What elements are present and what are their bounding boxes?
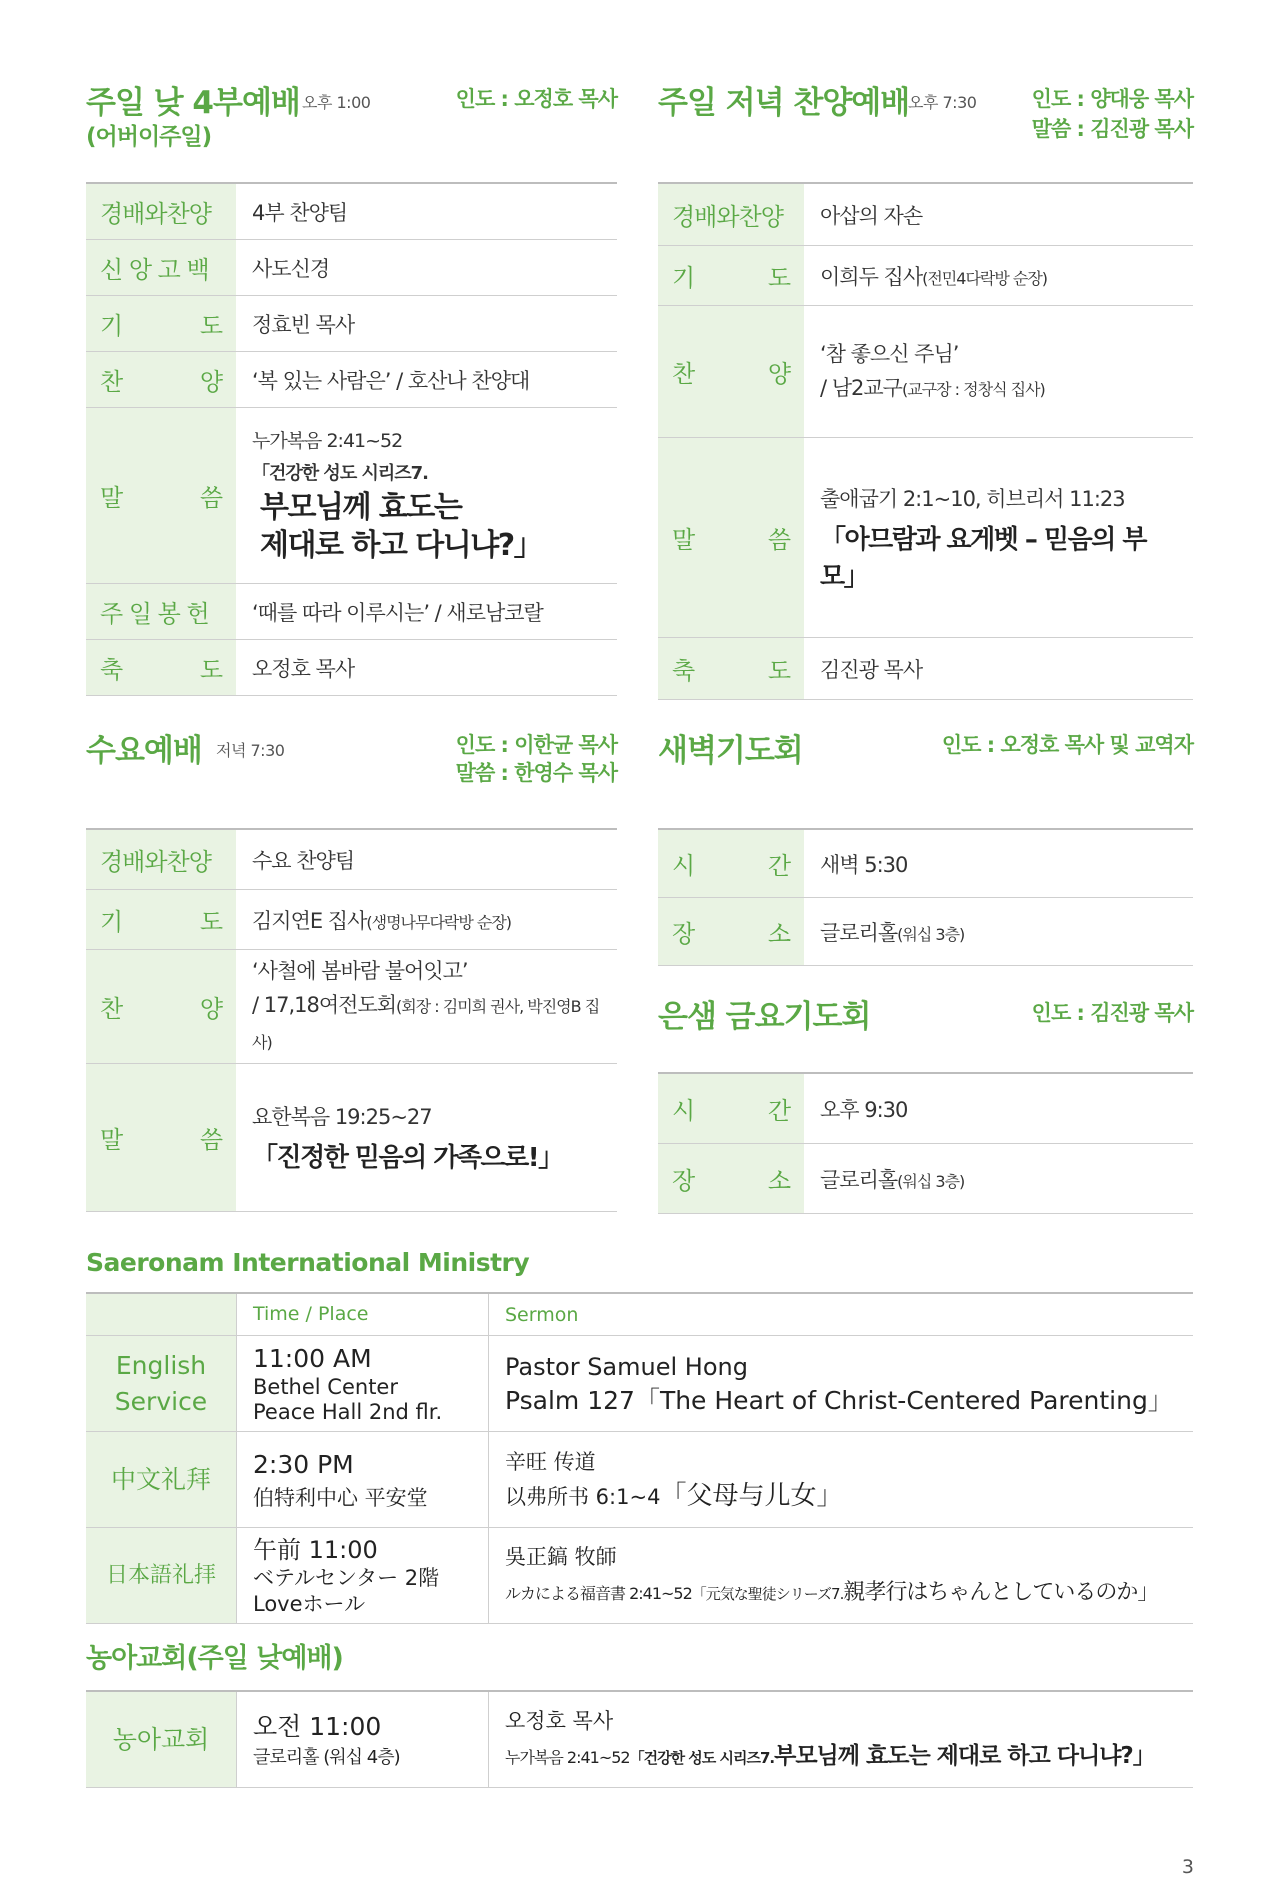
sermon-series: 「건강한 성도 시리즈7. <box>252 463 428 484</box>
row-value: 사도신경 <box>252 256 330 281</box>
row-label: 경배와찬양 <box>86 830 236 889</box>
table-row <box>658 638 1193 700</box>
table-row <box>86 1336 1193 1432</box>
intl-table <box>86 1292 1193 1624</box>
friday-table <box>658 1072 1193 1214</box>
sermon: 吳正鎬 牧師 ルカによる福音書 2:41~52「元気な聖徒シリーズ7.親孝行はちゃんとしているのか」 <box>488 1528 1193 1623</box>
table-row <box>86 240 617 296</box>
row-value: 4부 찬양팀 <box>252 200 348 225</box>
table-row <box>86 950 617 1064</box>
sermon-title: 「아므람과 요게벳 – 믿음의 부모」 <box>820 524 1146 592</box>
row-label: 찬 양 <box>658 306 804 437</box>
time-place: 午前 11:00 ベテルセンター 2階 Loveホール <box>236 1528 488 1623</box>
service-name: 日本語礼拝 <box>86 1528 236 1623</box>
table-row <box>86 184 617 240</box>
sunday-4th-time: 오후 1:00 <box>302 93 371 112</box>
sermon-title-line2: 제대로 하고 다니냐?」 <box>260 528 543 563</box>
row-label: 찬 양 <box>86 950 236 1063</box>
header-empty <box>86 1294 236 1335</box>
row-label: 장 소 <box>658 1144 804 1213</box>
page-number: 3 <box>1181 1856 1194 1878</box>
sunday-evening-time: 오후 7:30 <box>908 93 977 112</box>
row-label: 시 간 <box>658 1074 804 1143</box>
friday-title: 은샘 금요기도회 <box>658 999 871 1035</box>
service-name: 中文礼拜 <box>86 1432 236 1527</box>
row-value: ‘참 좋으신 주님’ / 남2교구(교구장 : 정창식 집사) <box>820 341 1045 400</box>
row-value: 정효빈 목사 <box>252 312 355 337</box>
row-label: 기 도 <box>658 246 804 305</box>
dawn-leader: 인도 : 오정호 목사 및 교역자 <box>941 733 1193 757</box>
table-row <box>658 830 1193 898</box>
row-value: ‘때를 따라 이루시는’ / 새로남코랄 <box>252 600 543 625</box>
sermon-cell <box>804 438 1193 637</box>
table-row <box>86 890 617 950</box>
table-row <box>86 1692 1193 1788</box>
table-row <box>658 184 1193 246</box>
row-label: 말 씀 <box>86 1064 236 1211</box>
row-label: 신 앙 고 백 <box>86 240 236 295</box>
table-row <box>86 1528 1193 1624</box>
sunday-evening-leader: 인도 : 양대웅 목사 <box>1031 87 1193 111</box>
table-row <box>658 246 1193 306</box>
row-label: 기 도 <box>86 296 236 351</box>
table-row <box>86 408 617 584</box>
row-value: 김지연E 집사(생명나무다락방 순장) <box>252 908 512 933</box>
sermon-title: 「진정한 믿음의 가족으로!」 <box>252 1143 563 1173</box>
row-label: 시 간 <box>658 830 804 897</box>
row-label: 기 도 <box>86 890 236 949</box>
row-value: 수요 찬양팀 <box>252 848 355 873</box>
row-value: 이희두 집사(전민4다락방 순장) <box>820 264 1048 289</box>
table-row <box>86 640 617 696</box>
wednesday-time: 저녁 7:30 <box>216 741 285 760</box>
table-row <box>658 898 1193 966</box>
sermon: Pastor Samuel Hong Psalm 127「The Heart of Christ-Centered Parenting」 <box>488 1336 1193 1431</box>
table-row <box>658 1074 1193 1144</box>
sunday-4th-subtitle: (어버이주일) <box>86 124 212 150</box>
header-sermon: Sermon <box>488 1294 1193 1335</box>
row-label: 장 소 <box>658 898 804 965</box>
row-value: ‘사철에 봄바람 불어잇고’ / 17,18여전도회(회장 : 김미희 권사, 박진영B 집사) <box>252 958 600 1052</box>
sermon-ref: 요한복음 19:25~27 <box>252 1105 432 1129</box>
wednesday-table <box>86 828 617 1212</box>
row-label: 찬 양 <box>86 352 236 407</box>
wednesday-title: 수요예배 <box>86 733 202 769</box>
wednesday-preacher: 말씀 : 한영수 목사 <box>455 761 617 785</box>
time-place: 오전 11:00 글로리홀 (워십 4층) <box>236 1692 488 1787</box>
header-time-place: Time / Place <box>236 1294 488 1335</box>
row-value: 글로리홀(워십 3층) <box>820 1167 965 1192</box>
row-value: 오정호 목사 <box>252 656 355 681</box>
sunday-4th-table <box>86 182 617 696</box>
sunday-4th-title: 주일 낮 4부예배 <box>86 85 300 121</box>
row-value: 아삽의 자손 <box>820 203 923 228</box>
table-row <box>86 352 617 408</box>
row-value: 새벽 5:30 <box>820 852 908 877</box>
deaf-table <box>86 1690 1193 1788</box>
row-value: 김진광 목사 <box>820 657 923 682</box>
row-value: 오후 9:30 <box>820 1097 908 1122</box>
sermon-cell <box>236 408 617 583</box>
sunday-evening-table <box>658 182 1193 700</box>
table-row <box>86 584 617 640</box>
sermon: 오정호 목사 누가복음 2:41~52「건강한 성도 시리즈7.부모님께 효도는 제대로 하고 다니냐?」 <box>488 1692 1193 1787</box>
table-row <box>86 830 617 890</box>
row-value: ‘복 있는 사람은’ / 호산나 찬양대 <box>252 368 530 393</box>
friday-leader: 인도 : 김진광 목사 <box>1031 1001 1193 1025</box>
sunday-evening-preacher: 말씀 : 김진광 목사 <box>1031 117 1193 141</box>
table-row <box>86 1064 617 1212</box>
wednesday-leader: 인도 : 이한균 목사 <box>455 733 617 757</box>
sermon-ref: 누가복음 2:41~52 <box>252 430 403 452</box>
sunday-evening-title: 주일 저녁 찬양예배 <box>658 85 910 121</box>
deaf-title: 농아교회(주일 낮예배) <box>86 1643 343 1674</box>
time-place: 2:30 PM 伯特利中心 平安堂 <box>236 1432 488 1527</box>
table-row <box>658 438 1193 638</box>
sermon: 辛旺 传道 以弗所书 6:1~4「父母与儿女」 <box>488 1432 1193 1527</box>
row-label: 축 도 <box>658 638 804 699</box>
dawn-title: 새벽기도회 <box>658 733 803 769</box>
service-name: English Service <box>86 1336 236 1431</box>
sunday-4th-leader: 인도 : 오정호 목사 <box>455 87 617 111</box>
time-place: 11:00 AM Bethel Center Peace Hall 2nd flr. <box>236 1336 488 1431</box>
row-label: 말 씀 <box>658 438 804 637</box>
row-label: 주 일 봉 헌 <box>86 584 236 639</box>
sermon-cell <box>236 1064 617 1211</box>
dawn-table <box>658 828 1193 966</box>
deaf-label: 농아교회 <box>86 1692 236 1787</box>
intl-title: Saeronam International Ministry <box>86 1248 530 1277</box>
table-row <box>86 296 617 352</box>
row-label: 경배와찬양 <box>86 184 236 239</box>
row-label: 경배와찬양 <box>658 184 804 245</box>
table-row <box>86 1432 1193 1528</box>
row-label: 말 씀 <box>86 408 236 583</box>
table-header-row <box>86 1294 1193 1336</box>
row-value: 글로리홀(워십 3층) <box>820 920 965 945</box>
table-row <box>658 1144 1193 1214</box>
row-label: 축 도 <box>86 640 236 695</box>
sermon-title-line1: 부모님께 효도는 <box>260 490 462 525</box>
table-row <box>658 306 1193 438</box>
sermon-ref: 출애굽기 2:1~10, 히브리서 11:23 <box>820 486 1125 511</box>
